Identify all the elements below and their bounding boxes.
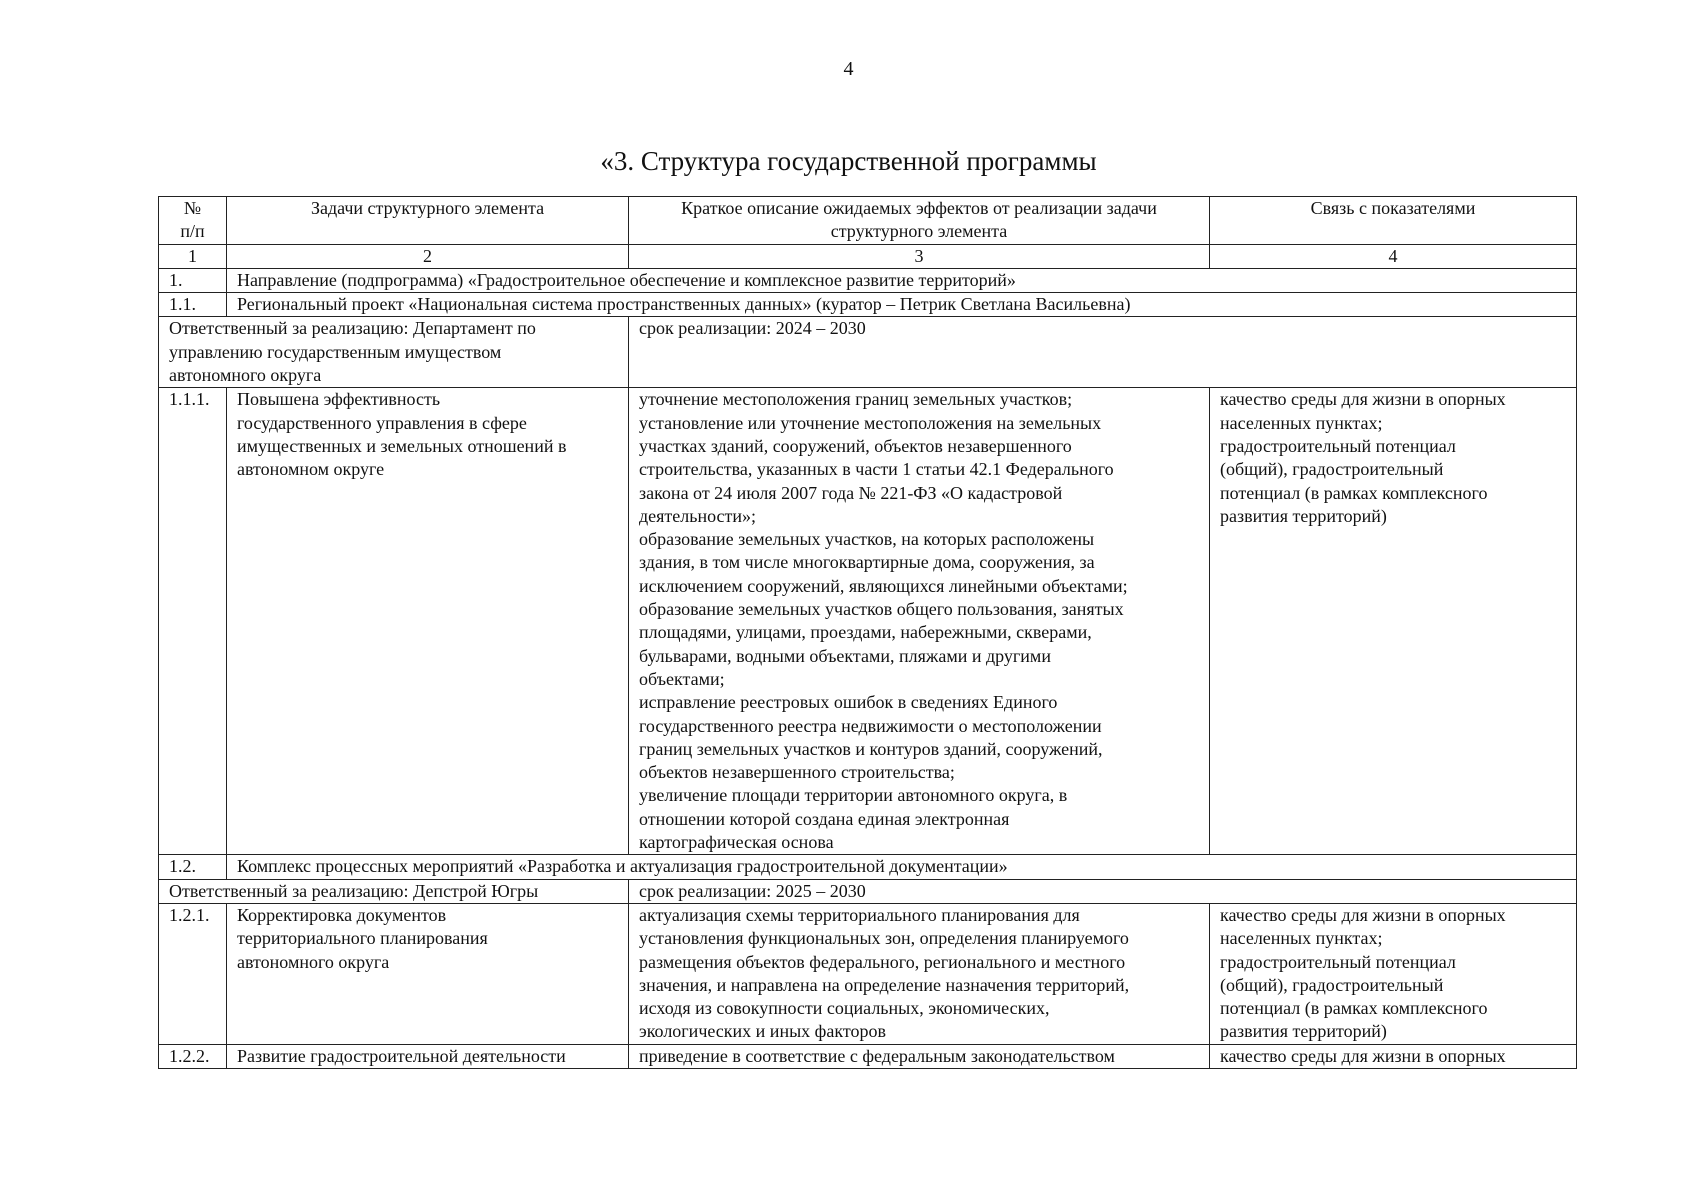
- row-number: 1.: [159, 268, 227, 292]
- effects-cell: уточнение местоположения границ земельных участков; установление или уточнение местоположения на земельных участках зданий, сооружений, объектов незавершенного строительства, указанных в части 1 статьи 42.1 Федерального закона от 24 июля 2007 года № 221-ФЗ «О кадастровой деятельности»; образование земельных участков, на которых расположены здания, в том числе многоквартирные дома, сооружения, за исключением сооружений, являющихся линейными объектами; образование земельных участков общего пользования, занятых площадями, улицами, проездами, набережными, скверами, бульварами, водными объектами, пляжами и другими объектами; исправление реестровых ошибок в сведениях Единого государственного реестра недвижимости о местоположении границ земельных участков и контуров зданий, сооружений, объектов незавершенного строительства; увеличение площади территории автономного округа, в отношении которой создана единая электронная картографическая основа: [629, 388, 1210, 855]
- header-indicators: Связь с показателями: [1210, 197, 1577, 245]
- term-cell: срок реализации: 2024 – 2030: [629, 317, 1577, 388]
- direction-title: Направление (подпрограмма) «Градостроительное обеспечение и комплексное развитие территорий»: [227, 268, 1577, 292]
- table-row: [159, 388, 1577, 855]
- section-title: «3. Структура государственной программы: [600, 146, 1097, 176]
- term-cell: срок реализации: 2025 – 2030: [629, 879, 1577, 903]
- row-number: 1.1.: [159, 293, 227, 317]
- row-number: 1.2.1.: [159, 903, 227, 1044]
- task-cell: Развитие градостроительной деятельности: [227, 1044, 629, 1068]
- column-numbers-row: [159, 244, 1577, 268]
- table-row: [159, 1044, 1577, 1068]
- table-row: [159, 293, 1577, 317]
- program-structure-table: [158, 196, 1577, 1069]
- row-number: 1.2.2.: [159, 1044, 227, 1068]
- column-number: 1: [159, 244, 227, 268]
- responsible-cell: Ответственный за реализацию: Департамент по управлению государственным имуществом автономного округа: [159, 317, 629, 388]
- task-cell: Корректировка документов территориального планирования автономного округа: [227, 903, 629, 1044]
- header-number: № п/п: [159, 197, 227, 245]
- effects-cell: приведение в соответствие с федеральным законодательством: [629, 1044, 1210, 1068]
- indicators-cell: качество среды для жизни в опорных населенных пунктах; градостроительный потенциал (общий), градостроительный потенциал (в рамках комплексного развития территорий): [1210, 388, 1577, 855]
- table-row: [159, 268, 1577, 292]
- row-number: 1.2.: [159, 855, 227, 879]
- process-complex-title: Комплекс процессных мероприятий «Разработка и актуализация градостроительной документации»: [227, 855, 1577, 879]
- column-number: 4: [1210, 244, 1577, 268]
- effects-cell: актуализация схемы территориального планирования для установления функциональных зон, определения планируемого размещения объектов федерального, регионального и местного значения, и направлена на определение назначения территорий, исходя из совокупности социальных, экономических, экологических и иных факторов: [629, 903, 1210, 1044]
- regional-project-title: Региональный проект «Национальная система пространственных данных» (куратор – Петрик Светлана Васильевна): [227, 293, 1577, 317]
- column-number: 3: [629, 244, 1210, 268]
- page-number: 4: [843, 58, 854, 80]
- table-row: [159, 879, 1577, 903]
- table-row: [159, 903, 1577, 1044]
- header-effects: Краткое описание ожидаемых эффектов от реализации задачи структурного элемента: [629, 197, 1210, 245]
- header-tasks: Задачи структурного элемента: [227, 197, 629, 245]
- table-row: [159, 317, 1577, 388]
- table-row: [159, 855, 1577, 879]
- responsible-cell: Ответственный за реализацию: Депстрой Югры: [159, 879, 629, 903]
- indicators-cell: качество среды для жизни в опорных населенных пунктах; градостроительный потенциал (общий), градостроительный потенциал (в рамках комплексного развития территорий): [1210, 903, 1577, 1044]
- row-number: 1.1.1.: [159, 388, 227, 855]
- indicators-cell: качество среды для жизни в опорных: [1210, 1044, 1577, 1068]
- task-cell: Повышена эффективность государственного управления в сфере имущественных и земельных отношений в автономном округе: [227, 388, 629, 855]
- table-header-row: [159, 197, 1577, 245]
- column-number: 2: [227, 244, 629, 268]
